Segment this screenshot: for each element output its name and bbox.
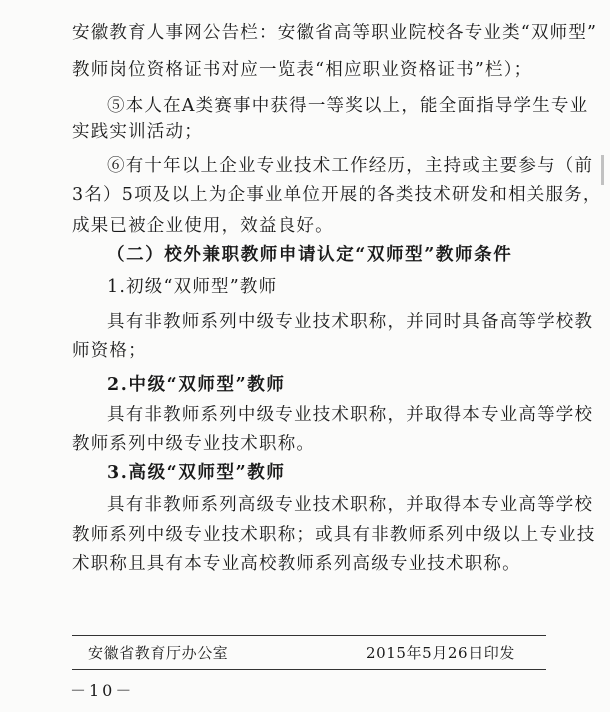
paragraph-line: ⑥有十年以上企业专业技术工作经历，主持或主要参与（前: [107, 156, 594, 176]
paragraph-line: 3名）5项及以上为企事业单位开展的各类技术研发和相关服务，: [72, 185, 602, 205]
paragraph-line: 实践实训活动；: [72, 122, 203, 142]
scan-edge-mark: [601, 155, 604, 185]
paragraph-line: 1.初级“双师型”教师: [107, 277, 278, 297]
paragraph-line: 具有非教师系列高级专业技术职称，并取得本专业高等学校: [107, 495, 594, 515]
section-heading-line: 2.中级“双师型”教师: [107, 375, 286, 395]
paragraph-line: 教师系列中级专业技术职称；或具有非教师系列中级以上专业技: [72, 525, 596, 545]
section-heading-line: 3.高级“双师型”教师: [107, 463, 286, 483]
paragraph-line: 具有非教师系列中级专业技术职称，并同时具备高等学校教: [107, 312, 594, 332]
paragraph-line: 教师岗位资格证书对应一览表“相应职业资格证书”栏）；: [72, 60, 533, 80]
footer-top-rule: [72, 635, 546, 636]
paragraph-line: 安徽教育人事网公告栏：安徽省高等职业院校各专业类“双师型”: [72, 23, 598, 43]
paragraph-line: 成果已被企业使用，效益良好。: [72, 216, 334, 236]
footer-print-date: 2015年5月26日印发: [366, 644, 516, 662]
footer-bottom-rule: [72, 669, 546, 670]
paragraph-line: 师资格；: [72, 341, 147, 361]
paragraph-line: 术职称且具有本专业高校教师系列高级专业技术职称。: [72, 554, 521, 574]
page-number: －10－: [70, 681, 135, 700]
paragraph-line: 具有非教师系列中级专业技术职称，并取得本专业高等学校: [107, 405, 594, 425]
footer-issuer: 安徽省教育厅办公室: [88, 644, 229, 662]
section-heading-line: （二）校外兼职教师申请认定“双师型”教师条件: [107, 245, 513, 265]
paragraph-line: ⑤本人在A类赛事中获得一等奖以上，能全面指导学生专业: [107, 96, 589, 116]
paragraph-line: 教师系列中级专业技术职称。: [72, 434, 316, 454]
